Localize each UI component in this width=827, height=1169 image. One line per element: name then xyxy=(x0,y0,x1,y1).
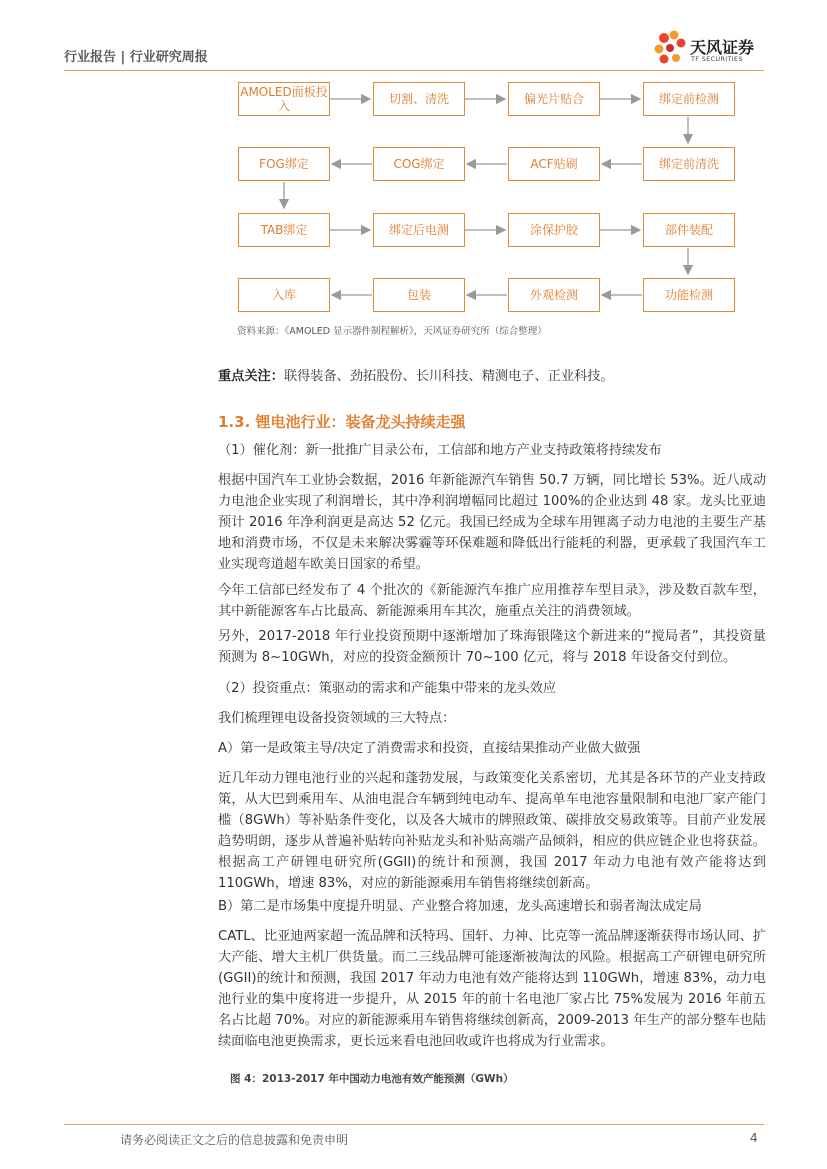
flow-step-12: 部件装配 xyxy=(643,213,735,247)
logo-name: 天风证券 xyxy=(690,38,755,57)
paragraph-catalog: 今年工信部已经发布了 4 个批次的《新能源汽车推广应用推荐车型目录》，涉及数百款车型，其中新能源客车占比最高、新能源乘用车其次，施重点关注的消费领域。 xyxy=(218,583,766,619)
figure-source: 资料来源：《AMOLED 显示器件制程解析》，天风证券研究所（综合整理） xyxy=(237,326,547,337)
flow-step-1: AMOLED面板投入 xyxy=(238,82,330,116)
paragraph-investment: 另外，2017-2018 年行业投资预期中逐渐增加了珠海银隆这个新进来的“搅局者”，其投资量预测为 8~10GWh，对应的投资金额预计 70~100 亿元，将与 2018 年设备交付到位。 xyxy=(218,629,766,665)
figure-caption: 图 4：2013-2017 年中国动力电池有效产能预测（GWh） xyxy=(230,1073,514,1085)
flow-step-16: 功能检测 xyxy=(643,278,735,312)
flow-step-5: FOG绑定 xyxy=(238,147,330,181)
header-rule xyxy=(64,70,764,71)
paragraph-concentration: CATL、比亚迪两家超一流品牌和沃特玛、国轩、力神、比克等一流品牌逐渐获得市场认同、扩大产能、增大主机厂供货量。而二三线品牌可能逐渐被淘汰的风险。根据高工产研锂电研究所(GGII)的统计和预测，我国 2017 年动力电池有效产能将达到 110GWh，增速 83%，动力电池行业的集中度将进一步提升，从 2015 年的前十名电池厂家占比 75%发展为 2016 年前五名占比超 70%。对应的新能源乘用车销售将继续创新高，2009-2013 年生产的部分整车也陆续面临电池更换需求，更长远来看电池回收或许也将成为行业需求。 xyxy=(218,929,766,1049)
flow-step-2: 切割、清洗 xyxy=(373,82,465,116)
logo-subtitle: TF SECURITIES xyxy=(691,55,743,63)
focus-label: 重点关注： xyxy=(218,369,284,384)
flow-step-7: ACF贴刷 xyxy=(508,147,600,181)
paragraph-market-data: 根据中国汽车工业协会数据，2016 年新能源汽车销售 50.7 万辆，同比增长 53%。近八成动力电池企业实现了利润增长，其中净利润增幅同比超过 100%的企业达到 48 家。龙头比亚迪预计 2016 年净利润更是高达 52 亿元。我国已经成为全球车用锂离子动力电池的主要生产基地和消费市场，不仅是未来解决雾霾等环保难题和降低出行能耗的利器，更承载了我国汽车工业实现弯道超车欧美日国家的希望。 xyxy=(218,473,766,572)
flow-step-9: TAB绑定 xyxy=(238,213,330,247)
focus-paragraph xyxy=(218,366,766,387)
flow-step-11: 涂保护胶 xyxy=(508,213,600,247)
paragraph-catalyst-heading: （1）催化剂：新一批推广目录公布，工信部和地方产业支持政策将持续发布 xyxy=(218,443,662,458)
paragraph-feature-b: B）第二是市场集中度提升明显、产业整合将加速，龙头高速增长和弱者淘汰成定局 xyxy=(218,899,702,914)
flow-step-4: 绑定前检测 xyxy=(643,82,735,116)
flow-step-8: 绑定前清洗 xyxy=(643,147,735,181)
flow-step-14: 包装 xyxy=(373,278,465,312)
focus-text: 联得装备、劲拓股份、长川科技、精测电子、正业科技。 xyxy=(283,369,614,384)
paragraph-feature-a: A）第一是政策主导/决定了消费需求和投资，直接结果推动产业做大做强 xyxy=(218,741,641,756)
flow-step-15: 外观检测 xyxy=(508,278,600,312)
paragraph-three-features: 我们梳理锂电设备投资领域的三大特点： xyxy=(218,711,456,726)
header-category: 行业报告 | 行业研究周报 xyxy=(64,50,208,65)
amoled-process-flowchart xyxy=(237,78,737,318)
flow-step-6: COG绑定 xyxy=(373,147,465,181)
paragraph-focus-heading: （2）投资重点：策驱动的需求和产能集中带来的龙头效应 xyxy=(218,681,557,696)
section-title: 1.3. 锂电池行业：装备龙头持续走强 xyxy=(218,413,466,431)
footer-disclaimer: 请务必阅读正文之后的信息披露和免责申明 xyxy=(120,1133,349,1147)
footer-rule xyxy=(64,1124,764,1125)
page-number: 4 xyxy=(750,1131,758,1145)
flow-step-10: 绑定后电测 xyxy=(373,213,465,247)
flow-step-13: 入库 xyxy=(238,278,330,312)
flow-step-3: 偏光片贴合 xyxy=(508,82,600,116)
paragraph-policy: 近几年动力锂电池行业的兴起和蓬勃发展，与政策变化关系密切，尤其是各环节的产业支持政策，从大巴到乘用车、从油电混合车辆到纯电动车、提高单车电池容量限制和电池厂家产能门槛（8GWh）等补贴条件变化，以及各大城市的牌照政策、碳排放交易政策等。目前产业发展趋势明朗，逐步从普遍补贴转向补贴龙头和补贴高端产品倾斜，相应的供应链企业也将获益。根据高工产研锂电研究所(GGII)的统计和预测，我国 2017 年动力电池有效产能将达到 110GWh，增速 83%，对应的新能源乘用车销售将继续创新高。 xyxy=(218,771,766,891)
